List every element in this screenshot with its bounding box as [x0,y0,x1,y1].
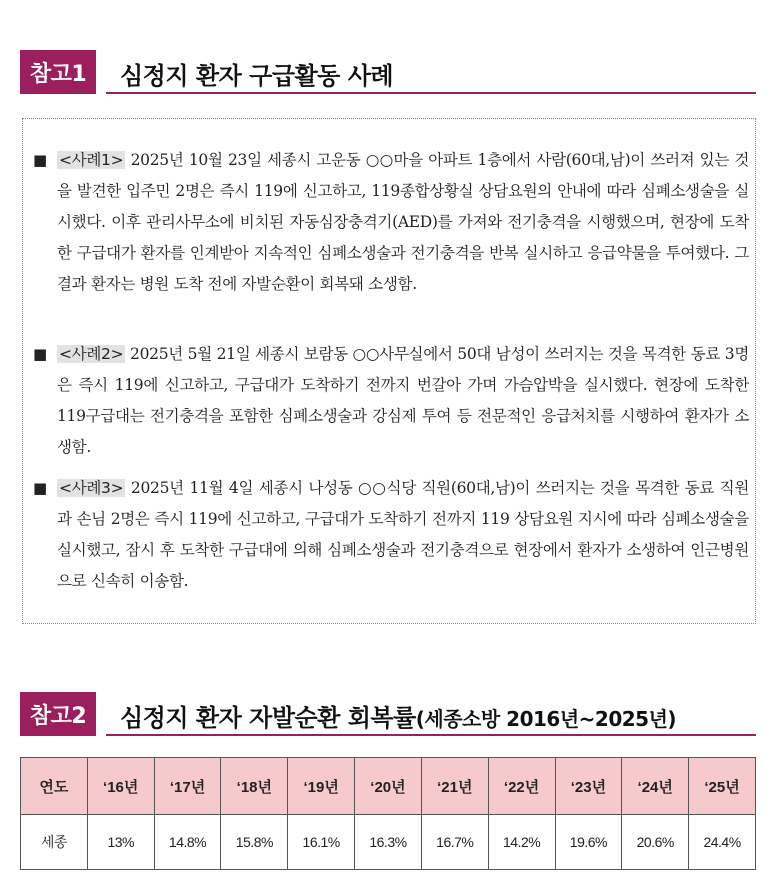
table-header-row [21,758,756,815]
header-cell: ‘19년 [288,758,355,815]
case-body: 2025년 10월 23일 세종시 고운동 ○○마을 아파트 1층에서 사람(60대,남)이 쓰러져 있는 것을 발견한 입주민 2명은 즉시 119에 신고하고, 119종합상황실 상담요원의 안내에 따라 심폐소생술을 실시했다. 이후 관리사무소에 비치된 자동심장충격기(AED)를 가져와 전기충격을 시행했으며, 현장에 도착한 구급대가 환자를 인계받아 지속적인 심폐소생술과 전기충격을 반복 실시하고 응급약물을 투여했다. 그 결과 환자는 병원 도착 전에 자발순환이 회복돼 소생함. [57,151,749,293]
case-item [33,473,749,597]
header-cell: ‘24년 [622,758,689,815]
case-examples-box [22,118,756,624]
section-header-reference-2 [20,692,756,736]
rate-cell: 14.2% [488,815,555,870]
header-cell: ‘17년 [154,758,221,815]
rate-cell: 13% [87,815,154,870]
rate-cell: 15.8% [221,815,288,870]
rate-cell: 16.3% [355,815,422,870]
header-cell: ‘16년 [87,758,154,815]
black-square-icon: ■ [33,345,47,363]
reference-badge: 참고1 [20,50,96,94]
black-square-icon: ■ [33,151,47,169]
case-text-block [57,473,749,597]
case-text-block [57,145,749,300]
rate-cell: 19.6% [555,815,622,870]
header-cell: ‘20년 [355,758,422,815]
header-cell: ‘23년 [555,758,622,815]
header-cell: ‘22년 [488,758,555,815]
reference-badge: 참고2 [20,692,96,736]
header-cell: ‘18년 [221,758,288,815]
section-title-main: 심정지 환자 자발순환 회복률 [120,704,416,732]
case-label: <사례1> [59,151,124,169]
rate-cell: 20.6% [622,815,689,870]
header-cell: ‘25년 [689,758,756,815]
rate-cell: 14.8% [154,815,221,870]
header-cell: ‘21년 [421,758,488,815]
section-title: 심정지 환자 구급활동 사례 [120,62,394,90]
black-square-icon: ■ [33,479,47,497]
section-header-reference-1 [20,50,756,94]
case-label: <사례2> [59,345,124,363]
section-subtitle: (세종소방 2016년~2025년) [415,707,677,731]
title-underline [106,734,756,736]
rate-cell: 24.4% [689,815,756,870]
case-body: 2025년 5월 21일 세종시 보람동 ○○사무실에서 50대 남성이 쓰러지는 것을 목격한 동료 3명은 즉시 119에 신고하고, 구급대가 도착하기 전까지 번갈아 가며 가슴압박을 실시했다. 현장에 도착한 119구급대는 전기충격을 포함한 심폐소생술과 강심제 투여 등 전문적인 응급처치를 시행하여 환자가 소생함. [57,345,749,456]
rate-cell: 16.7% [421,815,488,870]
case-label: <사례3> [59,479,124,497]
rate-cell: 16.1% [288,815,355,870]
title-underline [106,92,756,94]
case-item [33,145,749,300]
region-cell: 세종 [21,815,88,870]
recovery-rate-table [20,757,756,870]
case-item [33,339,749,463]
case-body: 2025년 11월 4일 세종시 나성동 ○○식당 직원(60대,남)이 쓰러지는 것을 목격한 동료 직원과 손님 2명은 즉시 119에 신고하고, 구급대가 도착하기 전까지 119 상담요원 지시에 따라 심폐소생술을 실시했고, 잠시 후 도착한 구급대에 의해 심폐소생술과 전기충격으로 현장에서 환자가 소생하여 인근병원으로 신속히 이송함. [57,479,749,590]
section-title [120,698,676,733]
table-row [21,815,756,870]
header-cell: 연도 [21,758,88,815]
case-text-block [57,339,749,463]
